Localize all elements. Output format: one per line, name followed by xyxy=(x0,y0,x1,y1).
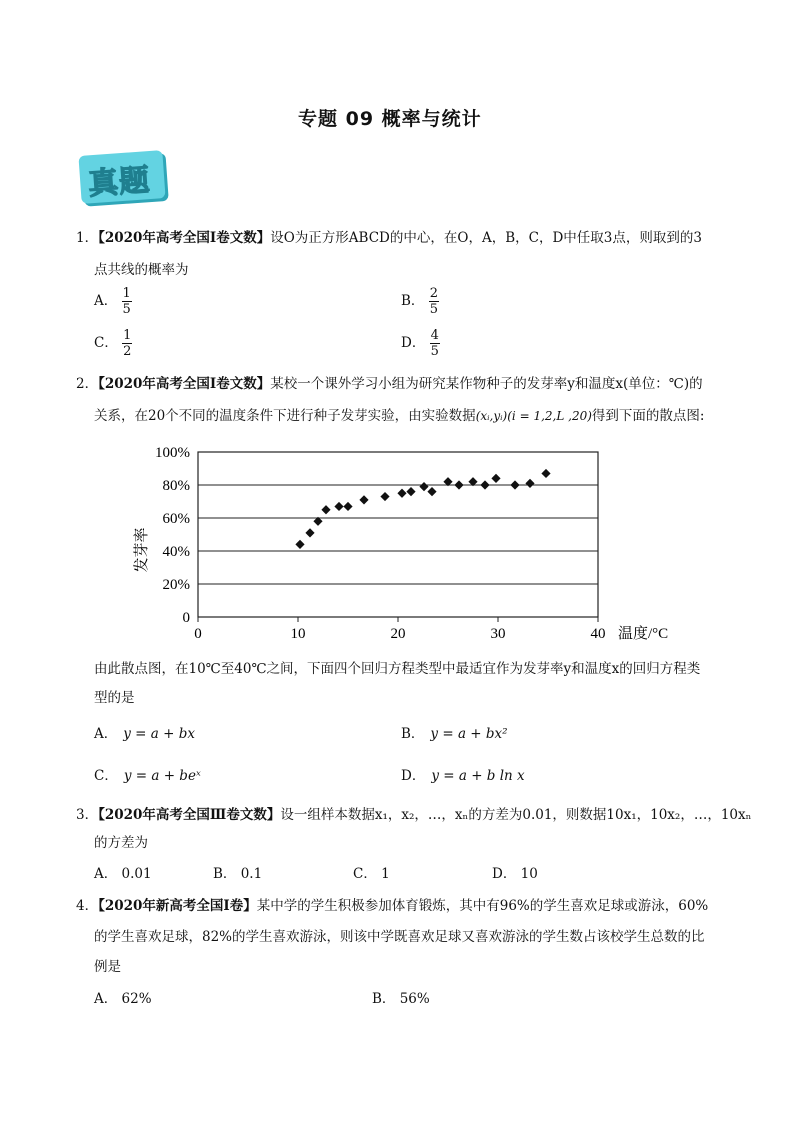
y-axis-label: 发芽率 xyxy=(134,527,150,573)
q1-option-d[interactable] xyxy=(401,329,440,358)
option-label: A． xyxy=(94,866,118,882)
data-point xyxy=(406,487,415,496)
y-tick-label: 20% xyxy=(162,577,190,593)
q1-option-b[interactable] xyxy=(401,287,439,316)
q3-option-c[interactable] xyxy=(353,862,390,882)
data-point xyxy=(427,487,436,496)
q4-number: 4． xyxy=(76,898,99,914)
x-tick-label: 10 xyxy=(290,626,306,642)
q2-option-b[interactable] xyxy=(401,722,508,742)
plot-frame xyxy=(198,452,598,617)
option-label: B． xyxy=(401,293,425,309)
q1-source: 【2020年高考全国Ⅰ卷文数】 xyxy=(98,230,271,246)
data-point xyxy=(510,480,519,489)
q1-line1 xyxy=(76,226,702,246)
x-tick-label: 40 xyxy=(590,626,606,642)
option-label: A． xyxy=(94,293,118,309)
option-expr: y = a + bx² xyxy=(430,726,508,742)
q2-line1 xyxy=(76,372,703,392)
q4-line1 xyxy=(76,894,708,914)
option-label: B． xyxy=(401,726,425,742)
option-label: C． xyxy=(353,866,377,882)
fraction: $\frac{4}{5}$ xyxy=(430,328,439,359)
q3-number: 3． xyxy=(76,807,99,823)
q1-option-a[interactable] xyxy=(94,287,132,316)
data-point xyxy=(321,505,330,514)
q2-option-a[interactable] xyxy=(94,722,195,742)
q2-text-2a: 关系，在20个不同的温度条件下进行种子发芽实验，由实验数据 xyxy=(94,408,476,424)
option-text: 56% xyxy=(399,991,430,1007)
data-point xyxy=(480,480,489,489)
zhenti-badge xyxy=(80,153,168,205)
fraction: $\frac{2}{5}$ xyxy=(429,286,438,317)
x-tick-label: 0 xyxy=(194,626,202,642)
y-tick-label: 0 xyxy=(182,610,190,626)
option-label: A． xyxy=(94,726,118,742)
option-text: 62% xyxy=(121,991,152,1007)
fraction: $\frac{1}{5}$ xyxy=(122,286,131,317)
option-label: B． xyxy=(213,866,237,882)
chart-grid xyxy=(198,452,598,617)
data-point xyxy=(525,479,534,488)
chart-points xyxy=(295,469,550,549)
data-point xyxy=(397,489,406,498)
data-point xyxy=(334,502,343,511)
q3-line2: 的方差为 xyxy=(94,835,148,851)
q1-option-c[interactable] xyxy=(94,329,132,358)
y-tick-label: 60% xyxy=(162,511,190,527)
q2-data-expr: (xᵢ,yᵢ)(i = 1,2,L ,20) xyxy=(475,409,592,423)
page-title: 专题 09 概率与统计 xyxy=(298,108,482,130)
q4-line3: 例是 xyxy=(94,959,121,975)
chart-ticks xyxy=(155,445,606,642)
option-text: 0.01 xyxy=(121,866,152,882)
option-expr: y = a + b ln x xyxy=(431,768,525,784)
option-text: 10 xyxy=(520,866,538,882)
fraction: $\frac{1}{2}$ xyxy=(123,328,132,359)
q2-line3: 由此散点图，在10℃至40℃之间，下面四个回归方程类型中最适宜作为发芽率y和温度x的回归方程类 xyxy=(94,661,701,677)
y-tick-label: 100% xyxy=(155,445,190,461)
q2-option-c[interactable] xyxy=(94,764,201,784)
option-text: 1 xyxy=(381,866,390,882)
option-label: C． xyxy=(94,335,118,351)
q3-text-1: 设一组样本数据x₁，x₂，…，xₙ的方差为0.01，则数据10x₁，10x₂，…，10xₙ xyxy=(280,807,752,823)
q2-option-d[interactable] xyxy=(401,764,525,784)
q1-number: 1． xyxy=(76,230,99,246)
y-tick-label: 40% xyxy=(162,544,190,560)
data-point xyxy=(359,495,368,504)
data-point xyxy=(454,480,463,489)
q2-line4: 型的是 xyxy=(94,690,135,706)
q2-source: 【2020年高考全国Ⅰ卷文数】 xyxy=(98,376,271,392)
q4-source: 【2020年新高考全国Ⅰ卷】 xyxy=(98,898,257,914)
q4-option-a[interactable] xyxy=(94,987,152,1007)
data-point xyxy=(305,528,314,537)
q3-option-a[interactable] xyxy=(94,862,152,882)
option-label: D． xyxy=(401,335,426,351)
q1-line2: 点共线的概率为 xyxy=(94,262,189,278)
data-point xyxy=(419,482,428,491)
option-label: B． xyxy=(372,991,396,1007)
option-label: D． xyxy=(492,866,517,882)
q4-text-1: 某中学的学生积极参加体育锻炼，其中有96%的学生喜欢足球或游泳，60% xyxy=(256,898,709,914)
q2-line2 xyxy=(94,404,704,424)
data-point xyxy=(541,469,550,478)
q1-text-1: 设O为正方形ABCD的中心，在O，A，B，C，D中任取3点，则取到的3 xyxy=(270,230,702,246)
q2-text-2b: 得到下面的散点图: xyxy=(591,408,705,424)
x-tick-label: 20 xyxy=(390,626,406,642)
germination-scatter-chart xyxy=(120,440,700,650)
q2-number: 2． xyxy=(76,376,99,392)
q3-option-b[interactable] xyxy=(213,862,262,882)
q3-option-d[interactable] xyxy=(492,862,538,882)
option-label: D． xyxy=(401,768,426,784)
data-point xyxy=(295,540,304,549)
q4-line2: 的学生喜欢足球，82%的学生喜欢游泳，则该中学既喜欢足球又喜欢游泳的学生数占该校学生总数的比 xyxy=(94,929,705,945)
x-axis-label: 温度/°C xyxy=(618,626,669,642)
y-tick-label: 80% xyxy=(162,478,190,494)
option-expr: y = a + beˣ xyxy=(123,768,201,784)
badge-text: 真题 xyxy=(87,162,152,203)
data-point xyxy=(343,502,352,511)
q2-text-1: 某校一个课外学习小组为研究某作物种子的发芽率y和温度x(单位：℃)的 xyxy=(270,376,703,392)
q3-source: 【2020年高考全国Ⅲ卷文数】 xyxy=(98,807,281,823)
option-text: 0.1 xyxy=(240,866,263,882)
option-label: C． xyxy=(94,768,118,784)
data-point xyxy=(491,474,500,483)
q3-line1 xyxy=(76,803,751,823)
option-label: A． xyxy=(94,991,118,1007)
data-point xyxy=(380,492,389,501)
q4-option-b[interactable] xyxy=(372,987,430,1007)
option-expr: y = a + bx xyxy=(123,726,195,742)
x-tick-label: 30 xyxy=(490,626,506,642)
